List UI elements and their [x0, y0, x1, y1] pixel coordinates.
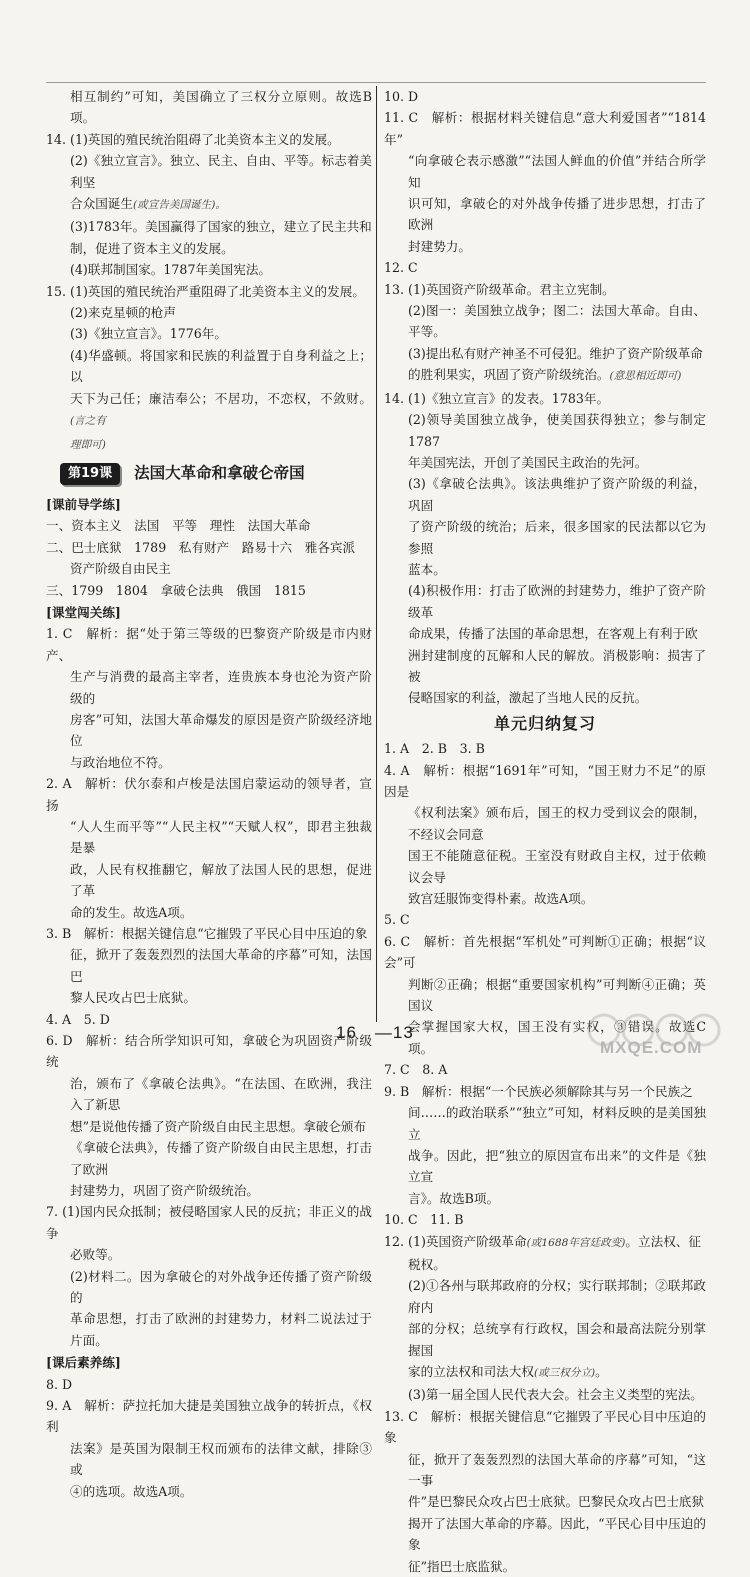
answer-line — [384, 931, 706, 974]
answer-text: 征，掀开了轰轰烈烈的法国大革命的序幕”可知，“这一事 — [408, 1451, 706, 1488]
answer-line — [384, 802, 706, 845]
answer-text: 6. D 解析：结合所学知识可知，拿破仑为巩固资产阶级统 — [46, 1033, 372, 1070]
answer-tail: 。 — [595, 1363, 608, 1379]
answer-text: (4)积极作用：打击了欧洲的封建势力，维护了资产阶级革 — [408, 583, 706, 620]
answer-text: (2)《独立宣言》。独立、民主、自由、平等。标志着美利坚 — [70, 153, 372, 190]
answer-line — [46, 1009, 372, 1030]
answer-text: (3)1783年。美国赢得了国家的独立，建立了民主共和 — [70, 219, 372, 235]
answer-line — [46, 302, 372, 323]
left-column — [46, 86, 372, 1502]
answer-text: 想”是说他传播了资产阶级自由民主思想。拿破仑颁布 — [70, 1118, 367, 1134]
answer-line — [384, 343, 706, 364]
answer-line — [46, 923, 372, 944]
answer-line — [46, 259, 372, 280]
answer-line — [46, 1395, 372, 1438]
answer-line — [384, 1513, 706, 1556]
answer-line — [384, 1254, 706, 1275]
answer-line — [46, 216, 372, 237]
answer-text: (4)联邦制国家。1787年美国宪法。 — [70, 262, 272, 278]
label-in-class: [课堂闯关练] — [46, 604, 121, 620]
answer-line — [46, 902, 372, 923]
section-title: 单元归纳复习 — [493, 713, 596, 733]
answer-note: (或1688年宫廷政变) — [526, 1236, 626, 1249]
answer-text: 15. (1)英国的殖民统治严重阻碍了北美资本主义的发展。 — [46, 283, 365, 299]
answer-line — [384, 1449, 706, 1492]
answer-text: 12. C — [384, 260, 418, 276]
answer-text: 《权利法案》颁布后，国王的权力受到议会的限制，不经议会同意 — [408, 805, 706, 842]
answer-text: 5. C — [384, 912, 410, 928]
answer-text: “向拿破仑表示感激”“法国人鲜血的价值”并结合所学知 — [408, 153, 706, 190]
answer-text: (2)①各州与联邦政府的分权；实行联邦制；②联邦政府内 — [408, 1278, 706, 1315]
answer-text: 洲封建制度的瓦解和人民的解放。消极影响：损害了被 — [408, 647, 706, 684]
answer-line — [384, 257, 706, 278]
left-answers-top — [46, 86, 372, 456]
answer-text: “人人生而平等”“人民主权”“天赋人权”，即君主独裁是暴 — [70, 819, 372, 856]
answer-text: (2)材料二。因为拿破仑的对外战争还传播了资产阶级的 — [70, 1268, 372, 1305]
answer-text: 与政治地位不符。 — [70, 754, 171, 770]
answer-note: (意思相近即可) — [609, 370, 682, 383]
answer-line — [384, 888, 706, 909]
answer-line — [46, 129, 372, 150]
label-pre-class: [课前导学练] — [46, 496, 121, 512]
answer-text: 治，颁布了《拿破仑法典》。“在法国、在欧洲，我注入了新思 — [70, 1075, 372, 1113]
answer-text: 一、资本主义 法国 平等 理性 法国大革命 — [46, 518, 311, 534]
answer-text: 10. D — [384, 89, 419, 104]
answer-text: 了资产阶级的统治；后来，很多国家的民法都以它为参照 — [408, 519, 706, 556]
answer-text: 命的发生。故选A项。 — [70, 904, 193, 920]
answer-line — [384, 1231, 706, 1254]
answer-line — [46, 944, 372, 987]
answer-line — [384, 645, 706, 688]
answer-line — [46, 1308, 372, 1351]
answer-text: 征”指巴士底监狱。 — [408, 1558, 516, 1574]
answer-text: 生产与消费的最高主宰者，连贵族本身也沦为资产阶级的 — [70, 669, 372, 706]
answer-line — [46, 388, 372, 433]
answer-line — [384, 516, 706, 559]
answer-line — [46, 1201, 372, 1244]
answer-line — [46, 623, 372, 666]
answer-line — [46, 666, 372, 709]
answer-text: (3)第一届全国人民代表大会。社会主义类型的宪法。 — [408, 1387, 703, 1403]
answer-line — [46, 580, 372, 601]
answer-text: 识可知，拿破仑的对外战争传播了进步思想，打击了欧洲 — [408, 196, 706, 233]
answer-text: 件”是巴黎民众攻占巴士底狱。巴黎民众攻占巴士底狱 — [408, 1494, 705, 1510]
answer-line — [384, 300, 706, 343]
answer-text: 12. (1)英国资产阶级革命 — [384, 1233, 527, 1249]
answer-text: (3)《独立宣言》。1776年。 — [70, 326, 227, 342]
answer-text: 的胜利果实，巩固了资产阶级统治。 — [408, 367, 610, 383]
answer-line — [46, 1266, 372, 1309]
lesson-title: 法国大革命和拿破仑帝国 — [134, 464, 305, 483]
answer-text: 部的分权；总统享有行政权，国会和最高法院分别掌握国 — [408, 1321, 706, 1358]
answer-text: (3)提出私有财产神圣不可侵犯。维护了资产阶级革命 — [408, 345, 703, 361]
answer-text: 言》。故选B项。 — [408, 1190, 500, 1206]
answer-line — [384, 845, 706, 888]
answer-line — [46, 1374, 372, 1395]
answer-line — [384, 150, 706, 193]
answer-line — [384, 1556, 706, 1577]
lesson-heading — [60, 462, 372, 486]
answer-text: 年美国宪法，开创了美国民主政治的先河。 — [408, 454, 648, 470]
answer-text: 4. A 解析：根据“1691年”可知，“国王财力不足”的原因是 — [384, 762, 706, 799]
answer-text: 13. C 解析：根据关键信息“它摧毁了平民心目中压迫的象 — [384, 1408, 706, 1446]
answer-line — [46, 1137, 372, 1180]
answer-line — [46, 345, 372, 388]
answer-text: (3)《拿破仑法典》。该法典维护了资产阶级的利益，巩固 — [408, 476, 706, 513]
pre-class-answers — [46, 515, 372, 601]
answer-text: 征，掀开了轰轰烈烈的法国大革命的序幕”可知，法国巴 — [70, 947, 372, 984]
page-number: 16 —13 — [336, 1023, 414, 1042]
answer-line — [384, 760, 706, 803]
answer-text: 揭开了法国大革命的序幕。因此，“平民心目中压迫的象 — [408, 1515, 706, 1553]
answer-line — [46, 773, 372, 816]
answer-text: 2. A 解析：伏尔泰和卢梭是法国启蒙运动的领导者，宣扬 — [46, 776, 372, 813]
answer-line — [384, 1188, 706, 1209]
answer-text: 封建势力，巩固了资产阶级统治。 — [70, 1182, 259, 1198]
answer-text: 命成果，传播了法国的革命思想，在客观上有利于欧 — [408, 626, 698, 642]
answer-text: 判断②正确；根据“重要国家机构”可判断④正确；英国议 — [408, 976, 706, 1014]
answer-line — [46, 433, 372, 456]
answer-text: 房客”可知，法国大革命爆发的原因是资产阶级经济地位 — [70, 711, 372, 749]
answer-line — [384, 687, 706, 708]
answer-text: 税权。 — [408, 1256, 446, 1272]
in-class-answers — [46, 623, 372, 1351]
answer-line — [384, 452, 706, 473]
right-column — [384, 86, 706, 1577]
answer-text: 会掌握国家大权，国王没有实权，③错误。故选C项。 — [408, 1019, 706, 1056]
answer-line — [46, 150, 372, 193]
answer-line — [46, 1180, 372, 1201]
answer-line — [46, 816, 372, 859]
answer-line — [384, 623, 706, 644]
answer-text: 3. B 解析：根据关键信息“它摧毁了平民心目中压迫的象 — [46, 926, 368, 942]
answer-line — [384, 86, 706, 107]
answer-line — [384, 1318, 706, 1361]
answer-note: (言之有 — [70, 415, 106, 428]
answer-note: 理即可) — [70, 438, 106, 451]
lesson-badge: 第19课 — [60, 463, 120, 485]
answer-text: 战争。因此，把“独立的原因宣布出来”的文件是《独立宣 — [408, 1147, 706, 1185]
answer-line — [384, 1361, 706, 1384]
answer-text: 家的立法权和司法大权 — [408, 1363, 534, 1379]
answer-line — [384, 1491, 706, 1512]
answer-line — [384, 1209, 706, 1230]
answer-text: 政，人民有权推翻它，解放了法国人民的思想，促进了革 — [70, 861, 372, 899]
answer-line — [46, 1438, 372, 1481]
answer-line — [384, 909, 706, 930]
top-rule — [46, 82, 706, 83]
answer-text: 合众国诞生 — [70, 196, 133, 212]
answer-line — [384, 738, 706, 759]
unit-review-answers — [384, 738, 706, 1577]
answer-line — [384, 1102, 706, 1145]
answer-tail: 。立法权、征 — [625, 1233, 701, 1249]
answer-text: 三、1799 1804 拿破仑法典 俄国 1815 — [46, 582, 306, 598]
answer-text: 7. (1)国内民众抵制；被侵略国家人民的反抗；非正义的战争 — [46, 1204, 372, 1241]
answer-text: (2)领导美国独立战争，使美国获得独立；参与制定1787 — [408, 412, 706, 449]
answer-text: 10. C 11. B — [384, 1212, 464, 1228]
answer-text: 制，促进了资本主义的发展。 — [70, 240, 234, 256]
answer-line — [46, 1116, 372, 1137]
answer-line — [384, 580, 706, 623]
answer-text: 9. A 解析：萨拉托加大捷是美国独立战争的转折点，《权利 — [46, 1397, 372, 1435]
answer-text: 《拿破仑法典》，传播了资产阶级自由民主思想，打击了欧洲 — [70, 1140, 372, 1177]
answer-line — [46, 859, 372, 902]
answer-line — [46, 86, 372, 129]
answer-text: 7. C 8. A — [384, 1062, 448, 1078]
answer-text: 二、巴士底狱 1789 私有财产 路易十六 雅各宾派 — [46, 539, 356, 555]
answer-text: (2)来克星顿的枪声 — [70, 305, 176, 321]
answer-text: 国王不能随意征税。王室没有财政自主权，过于依赖议会导 — [408, 848, 706, 885]
answer-text: ④的选项。故选A项。 — [70, 1483, 193, 1499]
answer-text: 革命思想，打击了欧洲的封建势力，材料二说法过于片面。 — [70, 1311, 372, 1348]
answer-line — [384, 1406, 706, 1449]
answer-line — [46, 1073, 372, 1116]
answer-line — [46, 515, 372, 536]
answer-text: 封建势力。 — [408, 238, 471, 254]
answer-text: 黎人民攻占巴士底狱。 — [70, 990, 196, 1006]
answer-line — [384, 279, 706, 300]
answer-line — [46, 1481, 372, 1502]
answer-text: 11. C 解析：根据材料关键信息“意大利爱国者”“1814年” — [384, 110, 706, 147]
answer-text: 14. (1)《独立宣言》的发表。1783年。 — [384, 390, 610, 406]
answer-text: 1. C 解析：据“处于第三等级的巴黎资产阶级是市内财产、 — [46, 626, 372, 663]
watermark-text: MXQE.COM — [600, 1038, 703, 1057]
answer-text: 4. A 5. D — [46, 1011, 110, 1027]
answer-line — [384, 473, 706, 516]
answer-text: 致宫廷服饰变得朴素。故选A项。 — [408, 891, 594, 907]
answer-note: (或三权分立) — [533, 1366, 596, 1379]
answer-line — [46, 1244, 372, 1265]
answer-text: 13. (1)英国资产阶级革命。君主立宪制。 — [384, 281, 615, 297]
answer-text: 1. A 2. B 3. B — [384, 741, 485, 757]
answer-text: 蓝本。 — [408, 561, 446, 577]
answer-text: 资产阶级自由民主 — [70, 561, 171, 577]
answer-line — [46, 752, 372, 773]
answer-text: (4)华盛顿。将国家和民族的利益置于自身利益之上；以 — [70, 347, 372, 385]
answer-line — [46, 323, 372, 344]
answer-line — [46, 281, 372, 302]
answer-line — [384, 107, 706, 150]
answer-line — [46, 193, 372, 216]
answer-line — [384, 1145, 706, 1188]
answer-line — [46, 558, 372, 579]
answer-text: 必败等。 — [70, 1247, 121, 1263]
answer-line — [384, 236, 706, 257]
answer-text: 9. B 解析：根据“一个民族必须解除其与另一个民族之 — [384, 1083, 693, 1099]
answer-line — [384, 388, 706, 409]
answer-text: 间……的政治联系”“独立”可知，材料反映的是美国独立 — [408, 1105, 706, 1142]
answer-text: 8. D — [46, 1376, 73, 1392]
answer-line — [46, 1030, 372, 1073]
answer-text: (2)图一：美国独立战争；图二：法国大革命。自由、平等。 — [408, 303, 706, 340]
answer-line — [384, 409, 706, 452]
answer-text: 天下为己任；廉洁奉公；不居功，不恋权，不敛财。 — [70, 390, 372, 406]
answer-text: 侵略国家的利益，激起了当地人民的反抗。 — [408, 690, 648, 706]
answer-line — [384, 1275, 706, 1318]
answer-line — [384, 1384, 706, 1405]
right-answers-top — [384, 86, 706, 709]
answer-text: 6. C 解析：首先根据“军机处”可判断①正确；根据“议会”可 — [384, 933, 706, 971]
answer-line — [46, 537, 372, 558]
answer-text: 相互制约”可知，美国确立了三权分立原则。故选B项。 — [70, 89, 372, 126]
answer-line — [384, 1081, 706, 1102]
answer-line — [46, 987, 372, 1008]
answer-line — [46, 709, 372, 752]
answer-line — [384, 364, 706, 387]
column-divider — [376, 86, 377, 1022]
answer-note: (或宣告美国诞生)。 — [132, 199, 226, 212]
answer-text: 法案》是英国为限制王权而颁布的法律文献，排除③或 — [70, 1440, 372, 1478]
answer-text: 14. (1)英国的殖民统治阻碍了北美资本主义的发展。 — [46, 131, 340, 147]
after-class-answers — [46, 1374, 372, 1502]
answer-line — [384, 193, 706, 236]
answer-line — [46, 238, 372, 259]
answer-line — [384, 559, 706, 580]
label-after-class: [课后素养练] — [46, 1355, 121, 1371]
